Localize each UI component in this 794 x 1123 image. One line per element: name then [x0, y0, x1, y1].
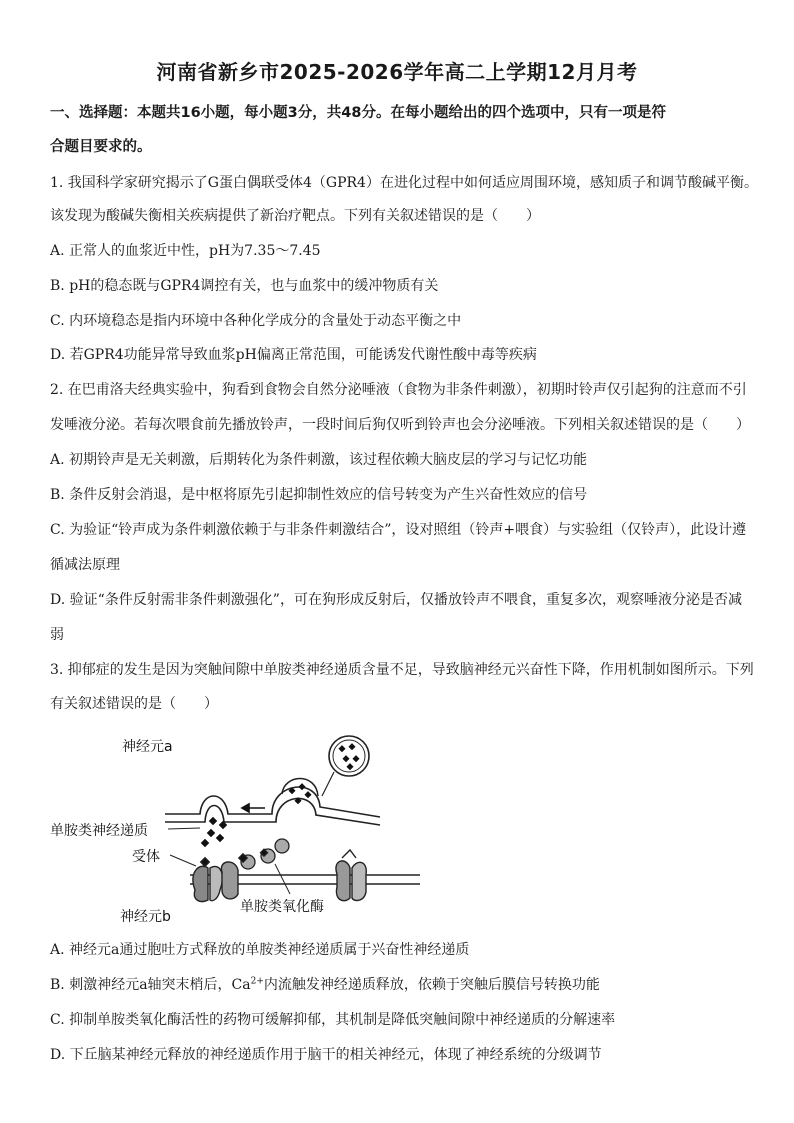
monoamine-oxidase	[239, 839, 289, 869]
synapse-diagram	[50, 722, 440, 934]
q3-option-b-part-2: 内流触发神经递质释放，依赖于突触后膜信号转换功能	[263, 977, 600, 993]
vesicle-track	[322, 772, 334, 796]
receptor-pointer	[170, 855, 196, 866]
q3-option-c: C. 抑制单胺类氧化酶活性的药物可缓解抑郁，其机制是降低突触间隙中神经递质的分解速率	[50, 1012, 616, 1028]
q3-option-a: A. 神经元a通过胞吐方式释放的单胺类神经递质属于兴奋性神经递质	[50, 942, 470, 958]
q2-option-d-line-1: D. 验证“条件反射需非条件刺激强化”，可在狗形成反射后，仅播放铃声不喂食，重复多次，观察唾液分泌是否减	[50, 592, 742, 608]
q2-stem-line-2: 发唾液分泌。若每次喂食前先播放铃声，一段时间后狗仅听到铃声也会分泌唾液。下列相关叙述错误的是（ ）	[50, 417, 750, 433]
enzyme-pointer	[275, 864, 290, 894]
label-enzyme: 单胺类氧化酶	[240, 899, 324, 915]
receptor-protein	[193, 858, 223, 902]
q2-option-b: B. 条件反射会消退，是中枢将原先引起抑制性效应的信号转变为产生兴奋性效应的信号	[50, 487, 588, 503]
label-neuron-b: 神经元b	[120, 909, 171, 925]
q3-stem-line-1: 3. 抑郁症的发生是因为突触间隙中单胺类神经递质含量不足，导致脑神经元兴奋性下降，作用机制如图所示。下列	[50, 662, 754, 678]
page-title: 河南省新乡市2025-2026学年高二上学期12月月考	[156, 60, 638, 84]
q1-stem-line-2: 该发现为酸碱失衡相关疾病提供了新治疗靶点。下列有关叙述错误的是（ ）	[50, 208, 540, 224]
q3-option-b	[50, 975, 760, 995]
section-heading-line-1: 一、选择题：本题共16小题，每小题3分，共48分。在每小题给出的四个选项中，只有一项是符	[50, 105, 666, 121]
label-transmitter: 单胺类神经递质	[50, 823, 148, 839]
direction-arrow	[242, 804, 265, 812]
q3-stem-line-2: 有关叙述错误的是（ ）	[50, 696, 218, 712]
q2-stem-line-1: 2. 在巴甫洛夫经典实验中，狗看到食物会自然分泌唾液（食物为非条件刺激），初期时铃声仅引起狗的注意而不引	[50, 382, 747, 398]
q1-option-b: B. pH的稳态既与GPR4调控有关，也与血浆中的缓冲物质有关	[50, 278, 439, 294]
q3-option-b-part-1: B. 刺激神经元a轴突末梢后，Ca	[50, 977, 251, 993]
synaptic-vesicle	[329, 736, 369, 776]
transmitter-pointer	[168, 828, 200, 829]
presynaptic-membrane-outer	[165, 787, 380, 817]
q1-option-a: A. 正常人的血浆近中性，pH为7.35～7.45	[50, 243, 321, 259]
membrane-protein	[221, 862, 238, 899]
q2-option-c-line-1: C. 为验证“铃声成为条件刺激依赖于与非条件刺激结合”，设对照组（铃声+喂食）与实验组（仅铃声），此设计遵	[50, 522, 747, 538]
q3-option-d: D. 下丘脑某神经元释放的神经递质作用于脑干的相关神经元，体现了神经系统的分级调节	[50, 1047, 602, 1063]
q1-stem-line-1: 1. 我国科学家研究揭示了G蛋白偶联受体4（GPR4）在进化过程中如何适应周围环境，感知质子和调节酸碱平衡。	[50, 175, 758, 191]
q2-option-d-line-2: 弱	[50, 627, 64, 643]
q1-option-c: C. 内环境稳态是指内环境中各种化学成分的含量处于动态平衡之中	[50, 313, 462, 329]
section-heading-line-2: 合题目要求的。	[50, 139, 152, 155]
q2-option-c-line-2: 循减法原理	[50, 557, 120, 573]
label-receptor: 受体	[132, 849, 160, 865]
label-neuron-a: 神经元a	[122, 739, 173, 755]
q1-option-d: D. 若GPR4功能异常导致血浆pH偏离正常范围，可能诱发代谢性酸中毒等疾病	[50, 347, 537, 363]
q2-option-a: A. 初期铃声是无关刺激，后期转化为条件刺激，该过程依赖大脑皮层的学习与记忆功能	[50, 452, 588, 468]
q3-option-b-superscript: 2+	[250, 976, 264, 987]
